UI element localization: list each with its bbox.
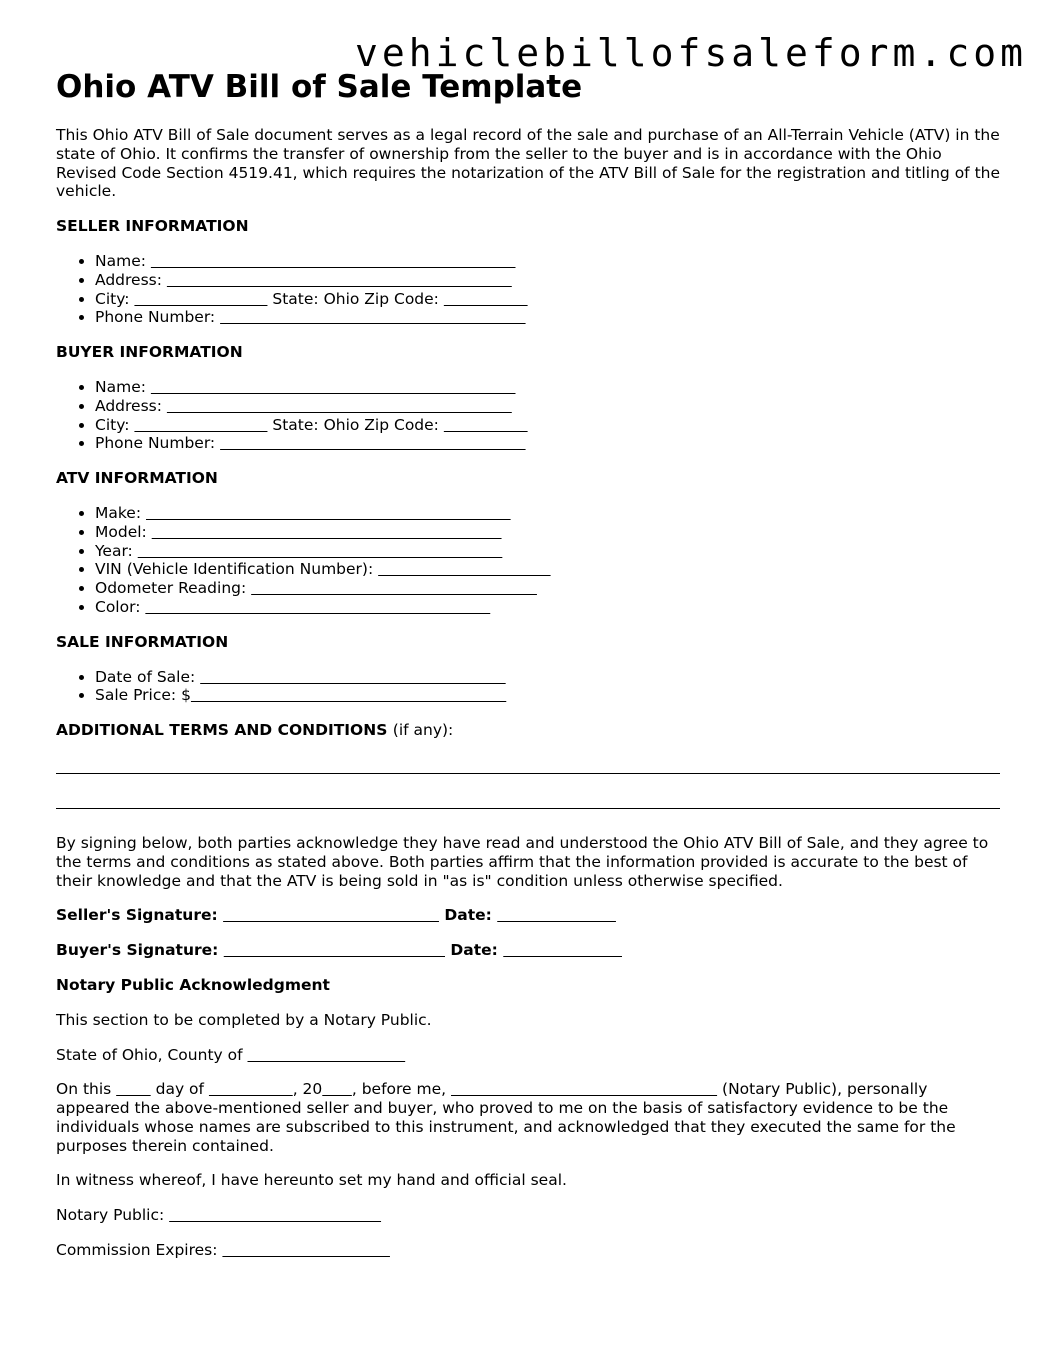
atv-year-item	[95, 542, 1000, 561]
seller-address-label: Address:	[95, 270, 162, 289]
atv-color-item	[95, 598, 1000, 617]
seller-address-item	[95, 271, 1000, 290]
atv-odometer-label: Odometer Reading:	[95, 579, 247, 598]
watermark: vehiclebillofsaleform.com	[355, 31, 1027, 75]
notary-body-rest: appeared the above-mentioned seller and buyer, who proved to me on the basis of satisfactory evidence to be the individuals whose names are subscribed to this instrument, and acknowledged that they executed the same for the purposes therein contained.	[56, 1099, 956, 1155]
atv-color-label: Color:	[95, 597, 141, 616]
seller-signature-row	[56, 906, 1000, 925]
notary-month-field[interactable]	[209, 1080, 293, 1098]
seller-name-label: Name:	[95, 251, 146, 270]
sale-heading: SALE INFORMATION	[56, 632, 229, 651]
notary-public-label: Notary Public:	[56, 1206, 165, 1225]
document	[56, 68, 1000, 1260]
atv-model-item	[95, 523, 1000, 542]
seller-zip-field[interactable]	[444, 290, 528, 308]
notary-witness: In witness whereof, I have hereunto set my hand and official seal.	[56, 1171, 567, 1190]
commission-expires-row	[56, 1241, 1000, 1260]
buyer-city-field[interactable]	[134, 416, 267, 434]
buyer-heading: BUYER INFORMATION	[56, 343, 243, 362]
intro-paragraph: This Ohio ATV Bill of Sale document serves as a legal record of the sale and purchase of an All-Terrain Vehicle (ATV) in the state of Ohio. It confirms the transfer of ownership from the seller to the buyer and is in accordance with the Ohio Revised Code Section 4519.41, which requires the notarization of the ATV Bill of Sale for the registration and titling of the vehicle.	[56, 126, 1001, 201]
buyer-name-item	[95, 378, 1000, 397]
sale-fields	[56, 668, 1000, 706]
terms-line-1[interactable]	[56, 773, 1000, 774]
buyer-zip-field[interactable]	[444, 416, 528, 434]
seller-city-item	[95, 290, 1000, 309]
seller-address-field[interactable]	[167, 271, 512, 289]
atv-vin-field[interactable]	[378, 560, 550, 578]
notary-public-row	[56, 1206, 1000, 1225]
atv-make-item	[95, 504, 1000, 523]
terms-heading-line	[56, 721, 1000, 740]
atv-vin-item	[95, 560, 1000, 579]
buyer-address-field[interactable]	[167, 397, 512, 415]
seller-city-field[interactable]	[134, 290, 267, 308]
commission-expires-field[interactable]	[222, 1241, 390, 1259]
buyer-signature-date-label: Date:	[450, 941, 498, 960]
acknowledgment-paragraph: By signing below, both parties acknowledge they have read and understood the Ohio ATV Bill of Sale, and they agree to the terms and conditions as stated above. Both parties affirm that the information provided is accurate to the best of their knowledge and that the ATV is being sold in "as is" condition unless otherwise specified.	[56, 833, 989, 890]
terms-heading: ADDITIONAL TERMS AND CONDITIONS	[56, 721, 388, 740]
atv-vin-label: VIN (Vehicle Identification Number):	[95, 560, 374, 579]
seller-signature-date-label: Date:	[444, 906, 492, 925]
seller-heading: SELLER INFORMATION	[56, 217, 249, 236]
terms-line-2[interactable]	[56, 808, 1000, 809]
buyer-signature-field[interactable]	[224, 941, 445, 959]
seller-city-label: City:	[95, 289, 130, 308]
commission-expires-label: Commission Expires:	[56, 1241, 218, 1260]
seller-phone-field[interactable]	[220, 308, 525, 326]
atv-fields	[56, 504, 1000, 617]
buyer-phone-field[interactable]	[220, 434, 525, 452]
buyer-name-field[interactable]	[151, 378, 516, 396]
notary-heading: Notary Public Acknowledgment	[56, 975, 330, 994]
buyer-city-item	[95, 416, 1000, 435]
notary-county-label: State of Ohio, County of	[56, 1045, 243, 1064]
notary-day-of: day of	[155, 1080, 204, 1099]
notary-public-field[interactable]	[169, 1206, 381, 1224]
seller-name-field[interactable]	[151, 252, 516, 270]
atv-year-label: Year:	[95, 541, 133, 560]
notary-year-field[interactable]	[322, 1080, 352, 1098]
atv-make-field[interactable]	[146, 504, 511, 522]
notary-intro: This section to be completed by a Notary Public.	[56, 1010, 432, 1029]
buyer-phone-item	[95, 434, 1000, 453]
buyer-phone-label: Phone Number:	[95, 434, 216, 453]
sale-date-field[interactable]	[200, 668, 505, 686]
seller-signature-date-field[interactable]	[497, 906, 616, 924]
notary-before-me: , before me,	[351, 1080, 447, 1099]
notary-day-field[interactable]	[116, 1080, 151, 1098]
document-title: Ohio ATV Bill of Sale Template	[56, 69, 583, 105]
notary-name-field[interactable]	[451, 1080, 717, 1098]
notary-public-paren: (Notary Public), personally	[722, 1080, 928, 1099]
buyer-fields	[56, 378, 1000, 453]
atv-year-field[interactable]	[138, 542, 503, 560]
buyer-address-label: Address:	[95, 396, 162, 415]
sale-date-label: Date of Sale:	[95, 667, 196, 686]
buyer-address-item	[95, 397, 1000, 416]
seller-name-item	[95, 252, 1000, 271]
seller-phone-label: Phone Number:	[95, 308, 216, 327]
notary-on-this: On this	[56, 1080, 112, 1099]
sale-price-item	[95, 686, 1000, 705]
buyer-signature-date-field[interactable]	[503, 941, 622, 959]
seller-signature-label: Seller's Signature:	[56, 906, 218, 925]
seller-signature-field[interactable]	[223, 906, 439, 924]
atv-heading: ATV INFORMATION	[56, 469, 218, 488]
buyer-city-label: City:	[95, 415, 130, 434]
buyer-name-label: Name:	[95, 377, 146, 396]
buyer-signature-label: Buyer's Signature:	[56, 941, 219, 960]
buyer-signature-row	[56, 941, 1000, 960]
notary-county-row	[56, 1046, 1000, 1065]
sale-price-label: Sale Price: $	[95, 686, 191, 705]
seller-fields	[56, 252, 1000, 327]
buyer-state-label: State: Ohio Zip Code:	[272, 415, 439, 434]
terms-heading-suffix: (if any):	[392, 721, 454, 740]
atv-model-field[interactable]	[152, 523, 502, 541]
atv-odometer-field[interactable]	[251, 579, 537, 597]
sale-price-field[interactable]	[191, 686, 506, 704]
notary-county-field[interactable]	[248, 1046, 406, 1064]
atv-odometer-item	[95, 579, 1000, 598]
notary-body	[56, 1080, 1000, 1155]
atv-model-label: Model:	[95, 522, 147, 541]
seller-state-label: State: Ohio Zip Code:	[272, 289, 439, 308]
atv-color-field[interactable]	[145, 598, 490, 616]
atv-make-label: Make:	[95, 503, 142, 522]
seller-phone-item	[95, 308, 1000, 327]
sale-date-item	[95, 668, 1000, 687]
notary-year-prefix: , 20	[292, 1080, 323, 1099]
